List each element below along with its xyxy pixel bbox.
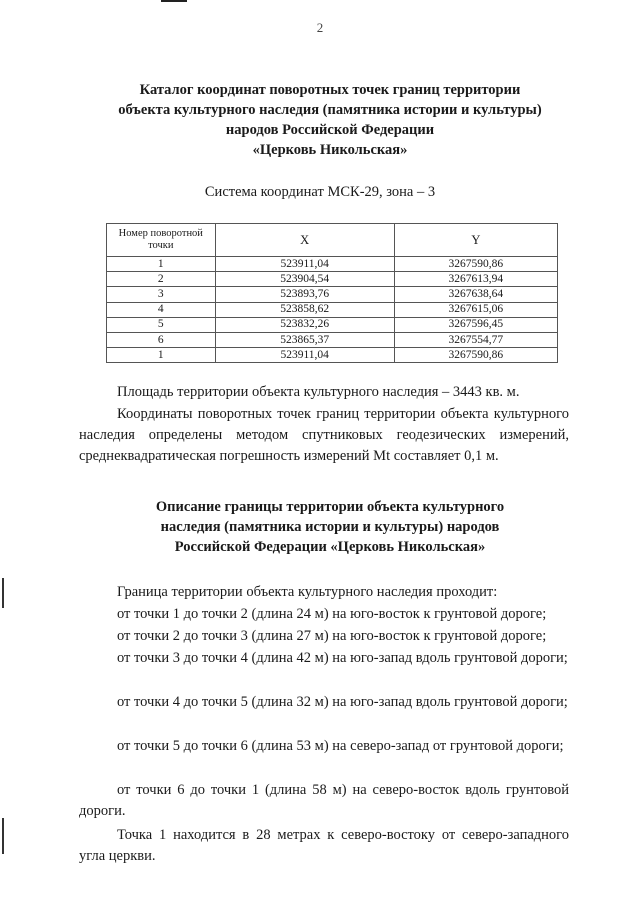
point1-location: Точка 1 находится в 28 метрах к северо-востоку от северо-западного угла церкви. — [79, 827, 569, 864]
cell-point: 1 — [107, 257, 216, 272]
cell-point: 2 — [107, 272, 216, 287]
cell-y: 3267590,86 — [394, 257, 557, 272]
description-title-line: Описание границы территории объекта культурного — [155, 499, 505, 515]
table-row — [107, 272, 558, 287]
segment-text: от точки 4 до точки 5 (длина 32 м) на юго-запад вдоль грунтовой дороги; — [117, 694, 568, 710]
table-header-row — [107, 224, 558, 257]
catalog-title-line: объекта культурного наследия (памятника истории и культуры) — [118, 102, 542, 118]
cell-point: 1 — [107, 348, 216, 363]
table-row — [107, 257, 558, 272]
cell-y: 3267638,64 — [394, 287, 557, 302]
table-row — [107, 287, 558, 302]
coordinate-system: Система координат МСК-29, зона – 3 — [204, 184, 436, 200]
area-text: Площадь территории объекта культурного наследия – 3443 кв. м. — [117, 384, 520, 400]
cell-y: 3267615,06 — [394, 302, 557, 317]
scan-mark-left — [2, 818, 4, 854]
description-title — [60, 497, 600, 557]
cell-point: 5 — [107, 317, 216, 332]
cell-x: 523911,04 — [215, 257, 394, 272]
cell-y: 3267613,94 — [394, 272, 557, 287]
method-text: Координаты поворотных точек границ территории объекта культурного наследия определены методом спутниковых геодезических измерений, среднеквадратическая погрешность измерений Mt составляет 0,1 м. — [79, 406, 569, 464]
cell-x: 523911,04 — [215, 348, 394, 363]
segment-text: от точки 1 до точки 2 (длина 24 м) на юго-восток к грунтовой дороге; — [117, 606, 547, 622]
cell-x: 523865,37 — [215, 332, 394, 347]
segment-text: от точки 2 до точки 3 (длина 27 м) на юго-восток к грунтовой дороге; — [117, 628, 547, 644]
cell-x: 523904,54 — [215, 272, 394, 287]
cell-point: 3 — [107, 287, 216, 302]
cell-x: 523893,76 — [215, 287, 394, 302]
segment-text: от точки 5 до точки 6 (длина 53 м) на северо-запад от грунтовой дороги; — [117, 738, 564, 754]
segment-text: от точки 6 до точки 1 (длина 58 м) на северо-восток вдоль грунтовой дороги. — [79, 782, 569, 819]
table-row — [107, 348, 558, 363]
page-number: 2 — [316, 20, 324, 35]
scan-mark-left — [2, 578, 4, 608]
boundary-intro: Граница территории объекта культурного наследия проходит: — [117, 584, 498, 600]
catalog-title-line: народов Российской Федерации — [225, 122, 435, 138]
cell-x: 523858,62 — [215, 302, 394, 317]
description-title-line: Российской Федерации «Церковь Никольская» — [174, 539, 486, 555]
cell-y: 3267590,86 — [394, 348, 557, 363]
table-row — [107, 332, 558, 347]
segment-text: от точки 3 до точки 4 (длина 42 м) на юго-запад вдоль грунтовой дороги; — [117, 650, 568, 666]
header-point-number: Номер поворотной точки — [107, 224, 216, 257]
header-x: X — [215, 224, 394, 257]
cell-y: 3267596,45 — [394, 317, 557, 332]
catalog-title — [60, 80, 600, 160]
coordinates-table — [106, 223, 558, 363]
header-y: Y — [394, 224, 557, 257]
description-title-line: наследия (памятника истории и культуры) народов — [160, 519, 500, 535]
table-row — [107, 302, 558, 317]
cell-y: 3267554,77 — [394, 332, 557, 347]
catalog-title-line: Каталог координат поворотных точек границ территории — [139, 82, 521, 98]
cell-x: 523832,26 — [215, 317, 394, 332]
catalog-title-line: «Церковь Никольская» — [252, 142, 408, 158]
table-row — [107, 317, 558, 332]
cell-point: 4 — [107, 302, 216, 317]
cell-point: 6 — [107, 332, 216, 347]
scan-mark-top — [161, 0, 187, 2]
